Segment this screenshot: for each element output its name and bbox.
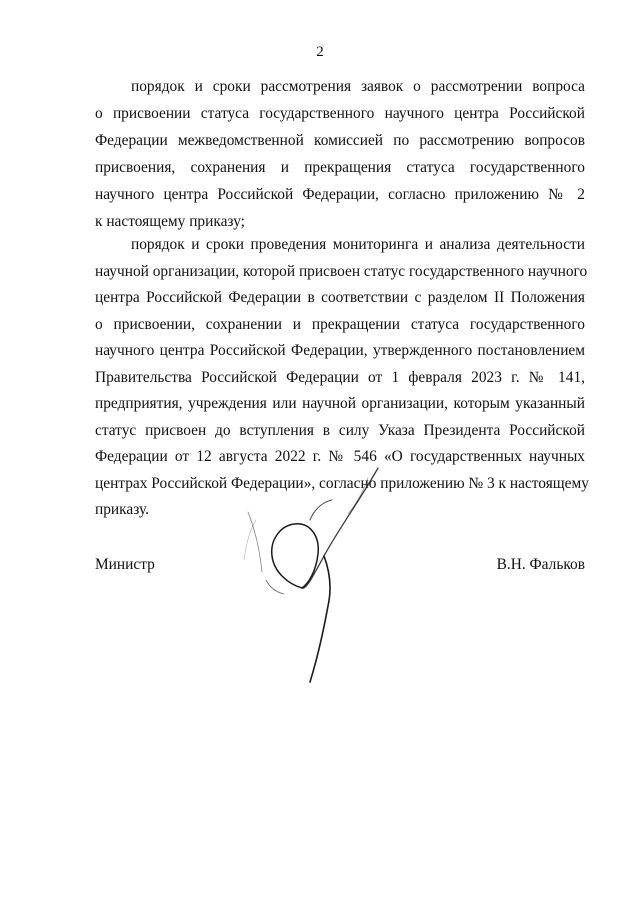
paragraph-1-line: о присвоении статуса государственного научного центра Российской [95, 105, 585, 122]
paragraph-2-line: о присвоении, сохранении и прекращении статуса государственного [95, 315, 585, 333]
paragraph-1-line: Федерации межведомственной комиссией по рассмотрению вопросов [95, 132, 585, 149]
paragraph-2-line: приказу. [95, 501, 150, 518]
page-number: 2 [316, 44, 324, 60]
handwritten-signature-icon [228, 460, 398, 690]
paragraph-1-line: научного центра Российской Федерации, согласно приложению № 2 [95, 186, 585, 203]
paragraph-2-line: научной организации, которой присвоен статус государственного научного [95, 262, 588, 280]
paragraph-2-line: центрах Российской Федерации», согласно приложению № 3 к настоящему [95, 474, 589, 492]
paragraph-2-line: Федерации от 12 августа 2022 г. № 546 «О государственных научных [95, 448, 585, 465]
paragraph-1-line: порядок и сроки рассмотрения заявок о рассмотрении вопроса [131, 78, 585, 95]
paragraph-2-line: научного центра Российской Федерации, утвержденного постановлением [95, 342, 585, 359]
signatory-name: В.Н. Фальков [496, 556, 585, 573]
paragraph-1-line: присвоения, сохранения и прекращения статуса государственного [95, 159, 585, 176]
paragraph-1-line: к настоящему приказу; [95, 213, 245, 230]
paragraph-2-line: порядок и сроки проведения мониторинга и анализа деятельности [131, 236, 585, 253]
signatory-position: Министр [95, 556, 155, 573]
paragraph-2-line: центра Российской Федерации в соответствии с разделом II Положения [95, 289, 585, 306]
paragraph-2-line: статус присвоен до вступления в силу Указа Президента Российской [95, 421, 585, 439]
paragraph-2-line: предприятия, учреждения или научной организации, которым указанный [95, 395, 585, 412]
paragraph-2-line: Правительства Российской Федерации от 1 февраля 2023 г. № 141, [95, 368, 585, 386]
